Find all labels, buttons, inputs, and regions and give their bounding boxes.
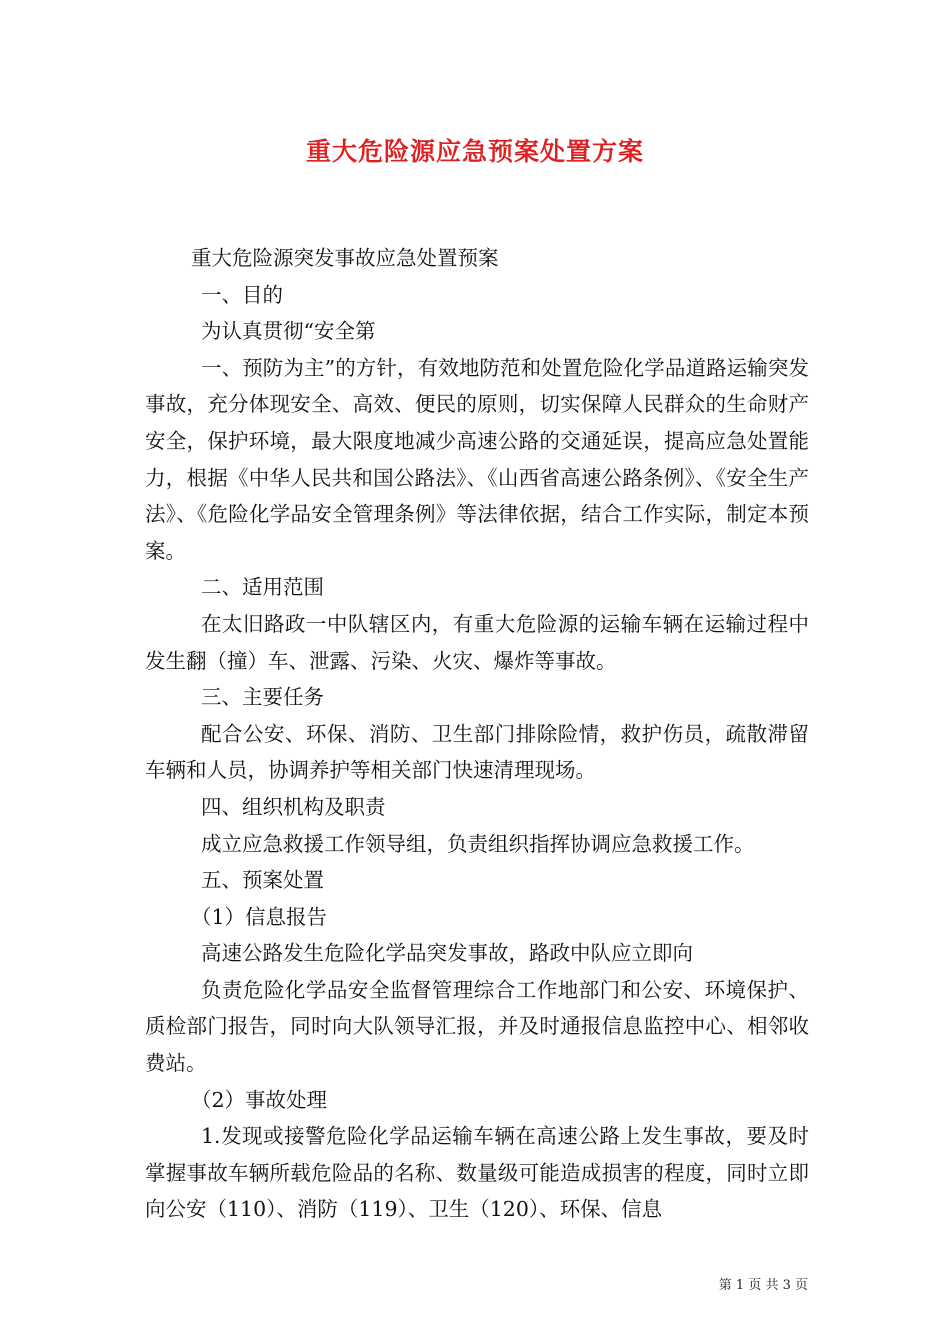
document-body	[145, 240, 809, 1228]
section-heading-purpose: 一、目的	[201, 282, 283, 307]
paragraph: 一、预防为主”的方针，有效地防范和处置危险化学品道路运输突发事故，充分体现安全、高效、便民的原则，切实保障人民群众的生命财产安全，保护环境，最大限度地减少高速公路的交通延误，提高应急处置能力，根据《中华人民共和国公路法》、《山西省高速公路条例》、《安全生产法》、《危险化学品安全管理条例》等法律依据，结合工作实际，制定本预案。	[145, 355, 809, 563]
paragraph-heading: 重大危险源突发事故应急处置预案	[191, 246, 499, 270]
subsection-heading-accident: （2）事故处理	[191, 1087, 328, 1112]
paragraph: 成立应急救援工作领导组，负责组织指挥协调应急救援工作。	[201, 831, 755, 856]
section-heading-scope: 二、适用范围	[201, 575, 324, 600]
paragraph: 配合公安、环保、消防、卫生部门排除险情，救护伤员，疏散滞留车辆和人员，协调养护等相关部门快速清理现场。	[145, 721, 809, 783]
document-title: 重大危险源应急预案处置方案	[305, 137, 644, 166]
subsection-heading-report: （1）信息报告	[191, 904, 328, 929]
paragraph: 负责危险化学品安全监督管理综合工作地部门和公安、环境保护、质检部门报告，同时向大队领导汇报，并及时通报信息监控中心、相邻收费站。	[145, 977, 809, 1076]
paragraph: 为认真贯彻“安全第	[201, 319, 376, 344]
page-number: 第 1 页 共 3 页	[718, 1278, 808, 1293]
section-heading-organization: 四、组织机构及职责	[201, 794, 386, 819]
paragraph: 在太旧路政一中队辖区内，有重大危险源的运输车辆在运输过程中发生翻（撞）车、泄露、污染、火灾、爆炸等事故。	[145, 611, 809, 673]
paragraph: 高速公路发生危险化学品突发事故，路政中队应立即向	[201, 941, 693, 966]
section-heading-handling: 五、预案处置	[201, 868, 324, 893]
paragraph: 1.发现或接警危险化学品运输车辆在高速公路上发生事故，要及时掌握事故车辆所载危险品的名称、数量级可能造成损害的程度，同时立即向公安（110）、消防（119）、卫生（120）、环保、信息	[145, 1124, 809, 1222]
section-heading-tasks: 三、主要任务	[201, 685, 324, 710]
